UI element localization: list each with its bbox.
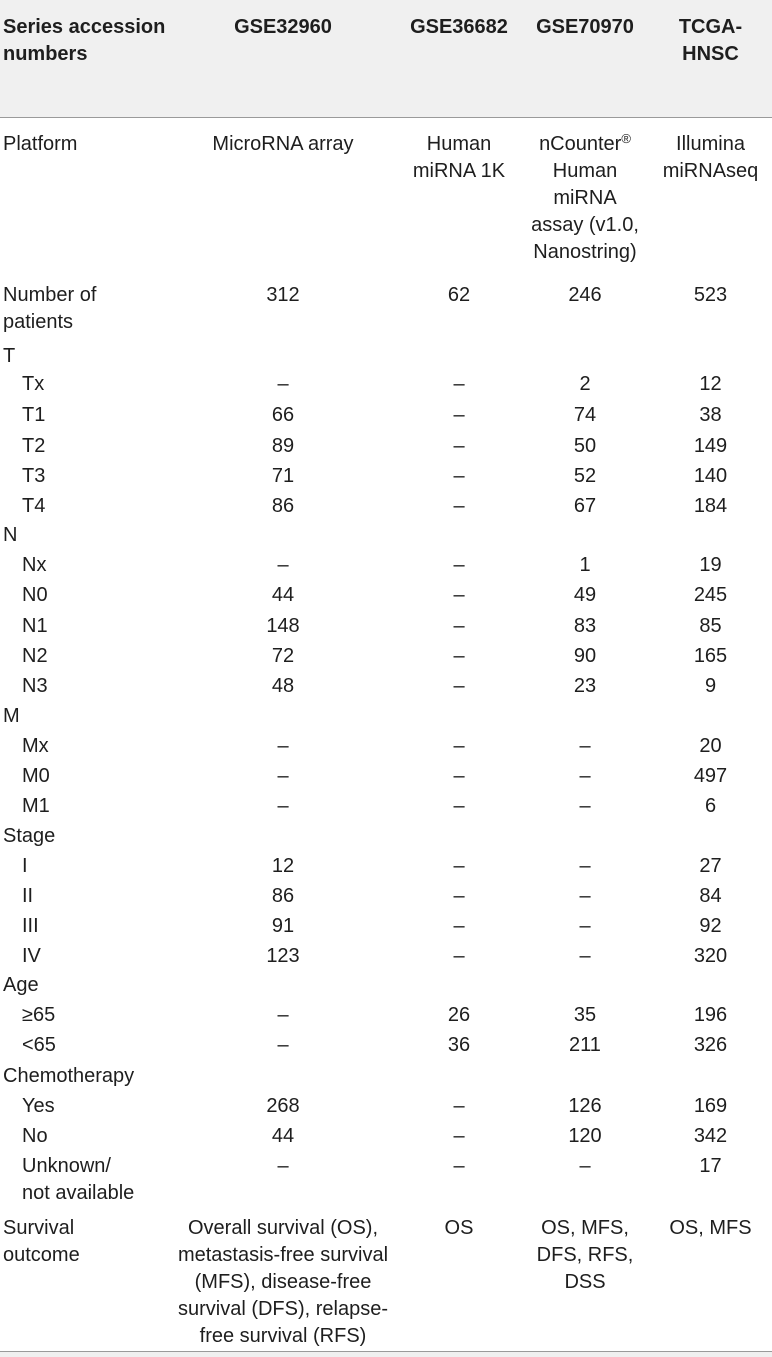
cell-gse32960: 312: [266, 284, 300, 306]
platform-gse36682: Human miRNA 1K: [412, 133, 506, 182]
platform-tcga: Illumina miRNAseq: [662, 133, 759, 182]
row-label: Age: [3, 974, 39, 996]
row-label: III: [22, 915, 39, 937]
cell-gse32960: 268: [266, 1095, 300, 1117]
cell-gse36682: –: [453, 885, 465, 907]
cell-gse36682: –: [453, 645, 465, 667]
cell-gse32960: 48: [271, 675, 295, 697]
row-label: M1: [22, 795, 50, 817]
row-label: T3: [22, 465, 46, 487]
row-label: <65: [22, 1034, 56, 1056]
cell-tcga: 12: [699, 373, 722, 395]
row-label: Unknown/ not available: [22, 1155, 135, 1204]
cell-gse36682: 36: [447, 1034, 471, 1056]
cell-gse32960: –: [277, 1004, 289, 1026]
row-label: IV: [22, 945, 41, 967]
cell-gse70970: 90: [573, 645, 597, 667]
row-label: N: [3, 524, 18, 546]
cell-gse36682: –: [453, 495, 465, 517]
cell-gse70970: 211: [569, 1034, 601, 1056]
cell-gse32960: –: [277, 1155, 289, 1177]
platform-gse32960: MicroRNA array: [212, 133, 354, 155]
cell-gse36682: –: [453, 584, 465, 606]
cell-tcga: 326: [693, 1034, 728, 1056]
cell-tcga: 165: [693, 645, 728, 667]
cell-gse36682: –: [453, 435, 465, 457]
row-label: N3: [22, 675, 48, 697]
cell-gse32960: 148: [266, 615, 300, 637]
cell-gse36682: –: [453, 1095, 465, 1117]
cell-gse32960: 89: [271, 435, 295, 457]
footer-background: [0, 1352, 772, 1357]
row-label: T: [3, 345, 16, 367]
row-label: No: [22, 1125, 48, 1147]
cell-tcga: 196: [693, 1004, 728, 1026]
cell-gse36682: –: [453, 735, 465, 757]
row-label: N1: [22, 615, 48, 637]
cell-tcga: 245: [693, 584, 728, 606]
cell-gse70970: 83: [573, 615, 597, 637]
cell-gse32960: 44: [271, 1125, 295, 1147]
cell-gse70970: –: [579, 885, 591, 907]
row-label: M: [3, 705, 20, 727]
cell-gse32960: 86: [271, 495, 295, 517]
cell-gse32960: Overall survival (OS), metastasis-free survival (MFS), disease-free survival (DFS), relapse- free survival (RFS): [177, 1217, 389, 1347]
cell-gse36682: –: [453, 1125, 465, 1147]
row-label: T1: [22, 404, 46, 426]
row-label: T4: [22, 495, 46, 517]
platform-label: Platform: [3, 133, 78, 155]
cell-gse36682: –: [453, 795, 465, 817]
cell-gse70970: –: [579, 1155, 591, 1177]
cell-gse36682: –: [453, 465, 465, 487]
cell-tcga: 84: [699, 885, 722, 907]
row-label: I: [22, 855, 28, 877]
cell-tcga: 9: [704, 675, 717, 697]
cell-gse32960: 71: [271, 465, 295, 487]
row-label: N2: [22, 645, 48, 667]
cell-gse70970: 50: [573, 435, 597, 457]
cell-gse36682: –: [453, 855, 465, 877]
row-label: N0: [22, 584, 48, 606]
cell-tcga: 342: [693, 1125, 728, 1147]
cell-gse36682: –: [453, 1155, 465, 1177]
cell-gse70970: –: [579, 765, 591, 787]
header-series-accession: Series accession numbers: [3, 16, 166, 65]
cell-tcga: 20: [699, 735, 722, 757]
row-label: Yes: [22, 1095, 55, 1117]
row-label: Chemotherapy: [3, 1065, 135, 1087]
row-label: Tx: [22, 373, 45, 395]
cell-gse70970: 126: [568, 1095, 602, 1117]
cell-gse36682: –: [453, 404, 465, 426]
cell-gse70970: 2: [579, 373, 591, 395]
cell-gse36682: –: [453, 945, 465, 967]
cell-gse32960: –: [277, 735, 289, 757]
cell-gse36682: –: [453, 373, 465, 395]
cell-tcga: OS, MFS: [669, 1217, 752, 1239]
cell-gse32960: –: [277, 795, 289, 817]
cell-gse32960: –: [277, 1034, 289, 1056]
header-gse36682: GSE36682: [410, 16, 508, 38]
cell-tcga: 19: [699, 554, 722, 576]
cell-gse70970: 35: [573, 1004, 597, 1026]
cell-gse32960: 72: [271, 645, 295, 667]
row-label: II: [22, 885, 34, 907]
row-label: Stage: [3, 825, 56, 847]
platform-gse70970-text: nCounter: [539, 133, 622, 155]
header-gse70970: GSE70970: [536, 16, 634, 38]
header-gse32960: GSE32960: [234, 16, 332, 38]
cell-tcga: 149: [693, 435, 728, 457]
cell-gse70970: OS, MFS, DFS, RFS, DSS: [536, 1217, 634, 1293]
cell-gse70970: –: [579, 915, 591, 937]
cell-gse70970: –: [579, 795, 591, 817]
cell-tcga: 17: [699, 1155, 722, 1177]
cell-tcga: 140: [693, 465, 728, 487]
cell-gse32960: –: [277, 554, 289, 576]
cell-tcga: 497: [693, 765, 728, 787]
cell-gse70970: –: [579, 945, 591, 967]
cell-gse32960: 66: [271, 404, 295, 426]
cell-tcga: 320: [693, 945, 728, 967]
platform-gse70970: [525, 131, 645, 266]
row-label: ≥65: [22, 1004, 56, 1026]
cell-gse36682: OS: [444, 1217, 474, 1239]
row-label: T2: [22, 435, 46, 457]
header-tcga-hnsc: TCGA- HNSC: [678, 16, 743, 65]
platform-gse70970-text-rest: Human miRNA assay (v1.0, Nanostring): [531, 160, 639, 263]
cell-gse32960: 91: [271, 915, 295, 937]
cell-gse36682: 62: [447, 284, 471, 306]
cell-gse32960: –: [277, 765, 289, 787]
header-divider: [0, 117, 772, 118]
cell-gse70970: –: [579, 735, 591, 757]
cell-gse36682: 26: [447, 1004, 471, 1026]
cell-tcga: 38: [699, 404, 722, 426]
cell-gse32960: 44: [271, 584, 295, 606]
cell-gse36682: –: [453, 615, 465, 637]
cell-tcga: 27: [699, 855, 722, 877]
cell-tcga: 6: [704, 795, 717, 817]
cell-tcga: 184: [693, 495, 728, 517]
cell-gse32960: 86: [271, 885, 295, 907]
cell-gse70970: 67: [573, 495, 597, 517]
cell-gse36682: –: [453, 675, 465, 697]
cell-gse70970: 1: [579, 554, 591, 576]
cell-gse70970: 23: [573, 675, 597, 697]
cell-gse36682: –: [453, 915, 465, 937]
registered-mark: ®: [621, 131, 631, 146]
row-label: Survival outcome: [3, 1217, 80, 1266]
cell-gse32960: 123: [266, 945, 300, 967]
cell-gse70970: 49: [573, 584, 597, 606]
cell-gse70970: 74: [573, 404, 597, 426]
cell-tcga: 523: [693, 284, 728, 306]
cell-gse70970: 52: [573, 465, 597, 487]
row-label: Nx: [22, 554, 47, 576]
row-label: Number of patients: [3, 284, 97, 333]
row-label: Mx: [22, 735, 49, 757]
cell-gse70970: 120: [568, 1125, 602, 1147]
cell-tcga: 92: [699, 915, 722, 937]
cell-gse32960: –: [277, 373, 289, 395]
cell-gse32960: 12: [271, 855, 295, 877]
cell-gse36682: –: [453, 554, 465, 576]
row-label: M0: [22, 765, 50, 787]
cell-gse36682: –: [453, 765, 465, 787]
footer-divider: [0, 1351, 772, 1352]
cell-gse70970: 246: [568, 284, 602, 306]
cell-tcga: 85: [699, 615, 722, 637]
cell-tcga: 169: [693, 1095, 728, 1117]
cell-gse70970: –: [579, 855, 591, 877]
